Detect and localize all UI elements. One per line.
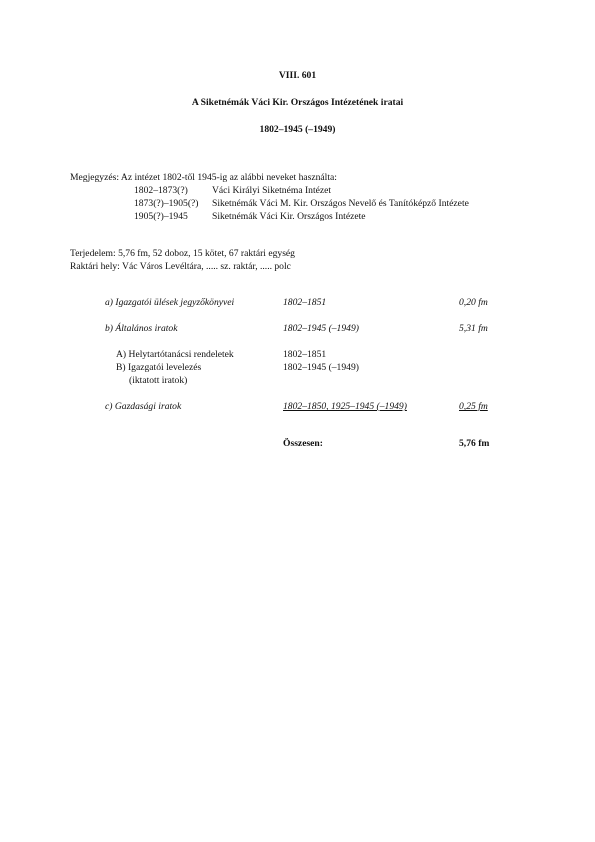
subseries-dates: 1802–1851 [283, 349, 327, 360]
series-dates: 1802–1851 [283, 297, 327, 308]
date-range: 1802–1945 (–1949) [259, 124, 336, 135]
subseries-label: B) Igazgatói levelezés [116, 362, 202, 373]
total-label: Összesen: [283, 438, 323, 449]
total-value: 5,76 fm [459, 438, 490, 449]
series-dates: 1802–1945 (–1949) [283, 323, 359, 334]
subseries-label: A) Helytartótanácsi rendeletek [116, 349, 234, 360]
record-group-number: VIII. 601 [278, 70, 317, 81]
storage-location: Raktári hely: Vác Város Levéltára, ..... sz. raktár, ..... polc [70, 261, 291, 272]
name-period: 1905(?)–1945 [134, 211, 188, 222]
series-label: a) Igazgatói ülések jegyzőkönyvei [105, 297, 235, 308]
subseries-dates: 1802–1945 (–1949) [283, 362, 359, 373]
series-label: b) Általános iratok [105, 323, 178, 334]
name-period: 1802–1873(?) [134, 185, 188, 196]
document-title: A Siketnémák Váci Kir. Országos Intézetének iratai [191, 97, 404, 108]
series-size: 0,25 fm [459, 401, 488, 412]
series-label: c) Gazdasági iratok [105, 401, 182, 412]
subseries-note: (iktatott iratok) [129, 375, 188, 386]
note-intro: Megjegyzés: Az intézet 1802-től 1945-ig az alábbi neveket használta: [70, 172, 337, 183]
series-dates: 1802–1850, 1925–1945 (–1949) [283, 401, 407, 412]
institution-name: Váci Királyi Siketnéma Intézet [212, 185, 332, 196]
institution-name: Siketnémák Váci M. Kir. Országos Nevelő és Tanítóképző Intézete [212, 198, 469, 209]
institution-name: Siketnémák Váci Kir. Országos Intézete [212, 211, 366, 222]
name-period: 1873(?)–1905(?) [134, 198, 199, 209]
series-size: 5,31 fm [459, 323, 488, 334]
extent: Terjedelem: 5,76 fm, 52 doboz, 15 kötet, 67 raktári egység [70, 248, 295, 259]
series-size: 0,20 fm [459, 297, 488, 308]
